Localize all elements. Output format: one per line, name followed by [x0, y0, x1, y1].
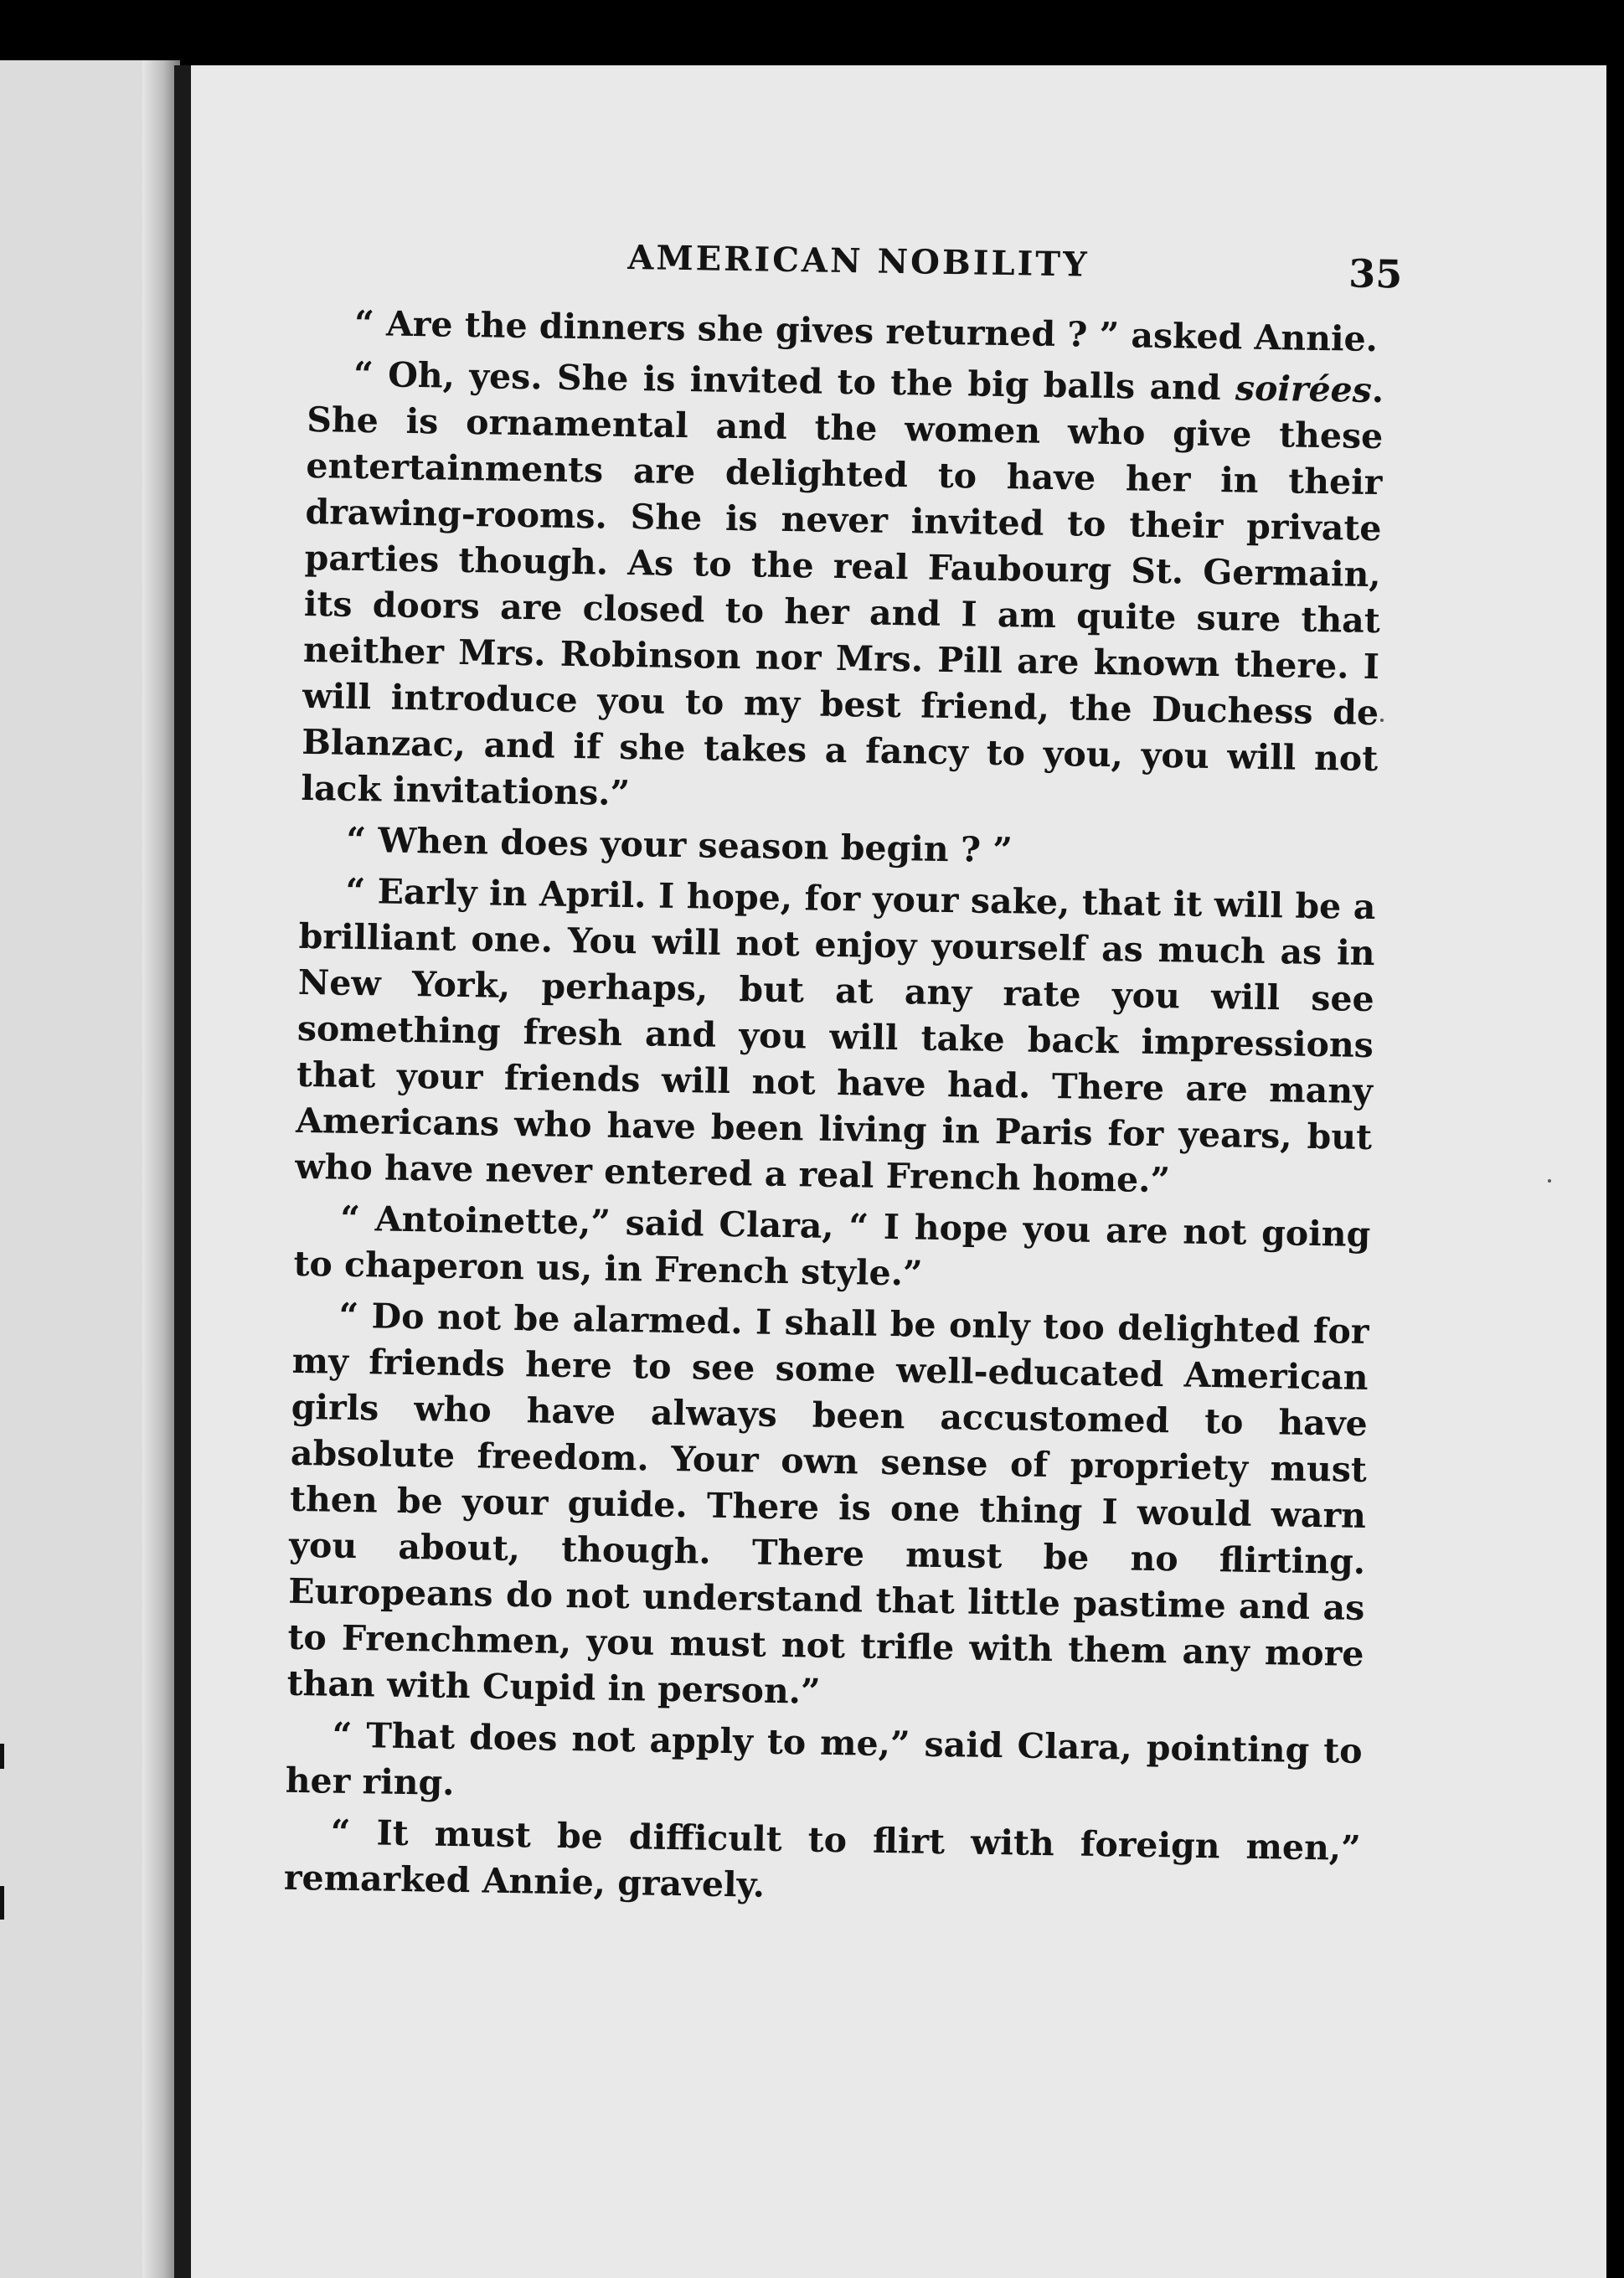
running-head-title: AMERICAN NOBILITY	[627, 237, 1090, 285]
speck	[1548, 1179, 1551, 1183]
paragraph: “ Do not be alarmed. I shall be only too delighted for my friends here to see some well-educated American girls who have always been accustomed to have absolute freedom. Your own sense of propriety must then be your guide. There is one thing I would warn you about, though. There must be no flirting. Europeans do not understand that little pastime and as to Frenchmen, you must not trifle with them any more than with Cupid in person.”	[286, 1295, 1369, 1712]
left-page-edge	[0, 60, 180, 2278]
italic-word: soirées	[1235, 368, 1373, 410]
paragraph: “ Antoinette,” said Clara, “ I hope you are not going to chaperon us, in French style.”	[293, 1198, 1371, 1294]
paragraph: “ When does your season begin ? ”	[346, 819, 1013, 871]
left-margin-mark	[0, 1744, 4, 1769]
paragraph: “ It must be difficult to flirt with foreign men,” remarked Annie, gravely.	[283, 1812, 1362, 1905]
paragraph: “ That does not apply to me,” said Clara, pointing to her ring.	[285, 1714, 1363, 1803]
paragraph: “ Are the dinners she gives returned ? ” asked Annie.	[353, 302, 1379, 360]
paragraph	[301, 351, 1384, 828]
page-text	[283, 226, 1403, 1923]
left-margin-mark	[0, 1886, 4, 1920]
paragraph-text: . She is ornamental and the women who give these entertainments are delighted to have her in their drawing-rooms. She is never invited to their private parties though. As to the real Faubourg St. Germain, its doors are closed to her and I am quite sure that neither Mrs. Robinson nor Mrs. Pill are known there. I will introduce you to my best friend, the Duchess de Blanzac, and if she takes a fancy to you, you will not lack invitations.”	[301, 369, 1384, 814]
paragraph: “ Early in April. I hope, for your sake, that it will be a brilliant one. You will not enjoy yourself as much as in New York, perhaps, but at any rate you will see something fresh and you will take back impressions that your friends will not have had. There are many Americans who have been living in Paris for years, but who have never entered a real French home.”	[294, 870, 1376, 1201]
speck	[1380, 719, 1384, 722]
paragraph-text: “ Oh, yes. She is invited to the big balls and	[353, 353, 1236, 409]
page-number: 35	[1348, 250, 1403, 297]
